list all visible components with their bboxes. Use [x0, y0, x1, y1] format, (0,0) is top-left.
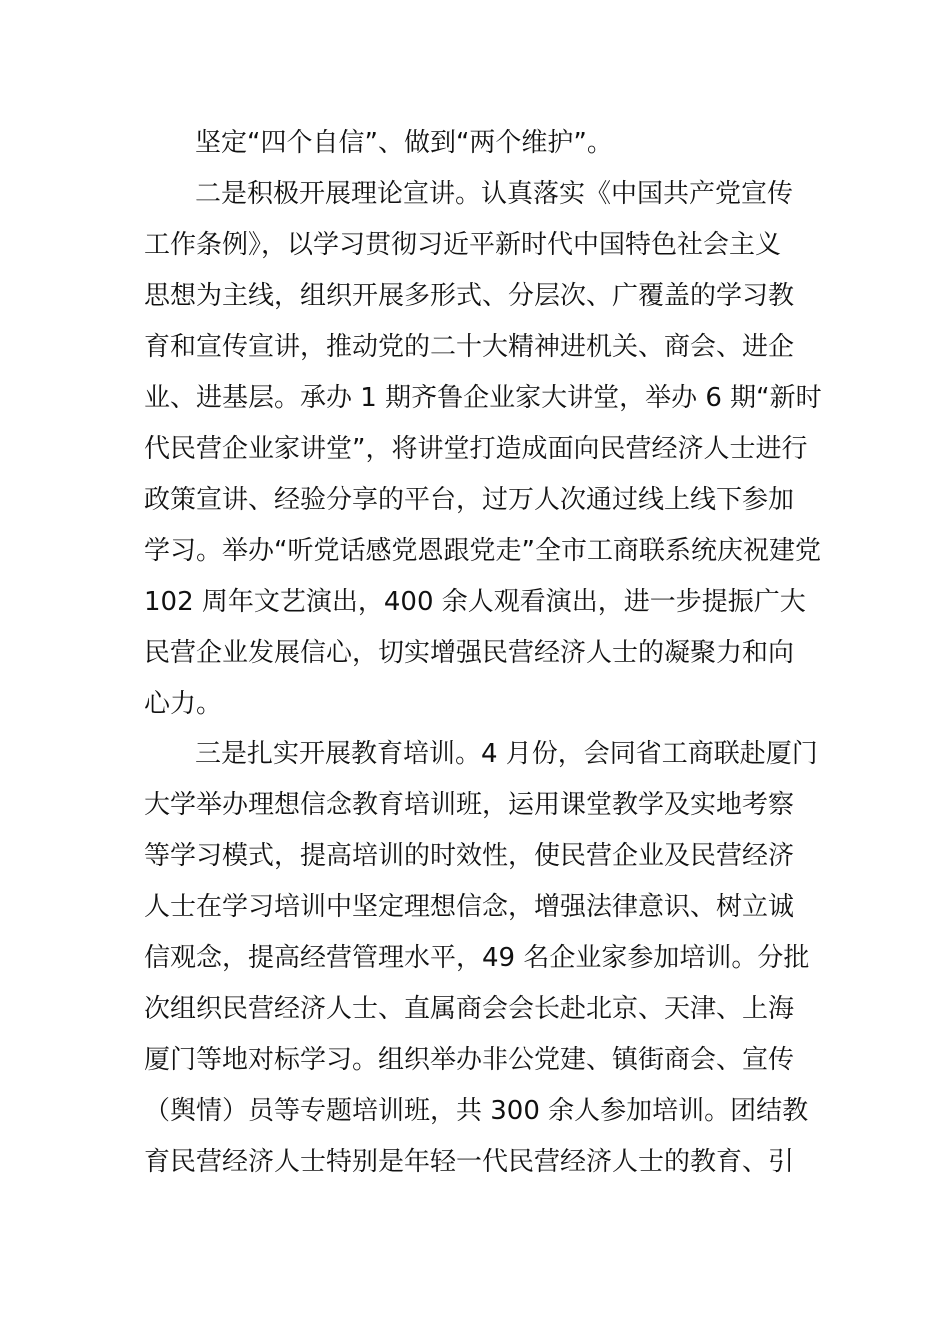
text-line: 育民营经济人士特别是年轻一代民营经济人士的教育、引	[144, 1147, 795, 1177]
text-line: 等学习模式，提高培训的时效性，使民营企业及民营经济	[144, 841, 795, 871]
text-line: （舆情）员等专题培训班，共 300 余人参加培训。团结教	[144, 1096, 809, 1126]
text-line: 民营企业发展信心，切实增强民营经济人士的凝聚力和向	[144, 638, 795, 668]
text-line: 大学举办理想信念教育培训班，运用课堂教学及实地考察	[144, 790, 795, 820]
text-line: 工作条例》，以学习贯彻习近平新时代中国特色社会主义	[144, 230, 782, 260]
text-line: 政策宣讲、经验分享的平台，过万人次通过线上线下参加	[144, 485, 795, 515]
text-line: 坚定“四个自信”、做到“两个维护”。	[195, 128, 613, 158]
text-line: 102 周年文艺演出，400 余人观看演出，进一步提振广大	[144, 587, 806, 617]
text-line: 学习。举办“听党话感党恩跟党走”全市工商联系统庆祝建党	[144, 536, 821, 566]
text-line: 人士在学习培训中坚定理想信念，增强法律意识、树立诚	[144, 892, 795, 922]
text-line: 业、进基层。承办 1 期齐鲁企业家大讲堂，举办 6 期“新时	[144, 383, 822, 413]
text-line: 信观念，提高经营管理水平，49 名企业家参加培训。分批	[144, 943, 810, 973]
text-line: 思想为主线，组织开展多形式、分层次、广覆盖的学习教	[144, 281, 795, 311]
text-line: 三是扎实开展教育培训。4 月份，会同省工商联赴厦门	[195, 739, 818, 769]
text-line: 心力。	[144, 689, 223, 719]
text-line: 二是积极开展理论宣讲。认真落实《中国共产党宣传	[195, 179, 794, 209]
text-line: 厦门等地对标学习。组织举办非公党建、镇街商会、宣传	[144, 1045, 795, 1075]
text-line: 代民营企业家讲堂”，将讲堂打造成面向民营经济人士进行	[144, 434, 808, 464]
text-line: 次组织民营经济人士、直属商会会长赴北京、天津、上海	[144, 994, 795, 1024]
text-line: 育和宣传宣讲，推动党的二十大精神进机关、商会、进企	[144, 332, 795, 362]
